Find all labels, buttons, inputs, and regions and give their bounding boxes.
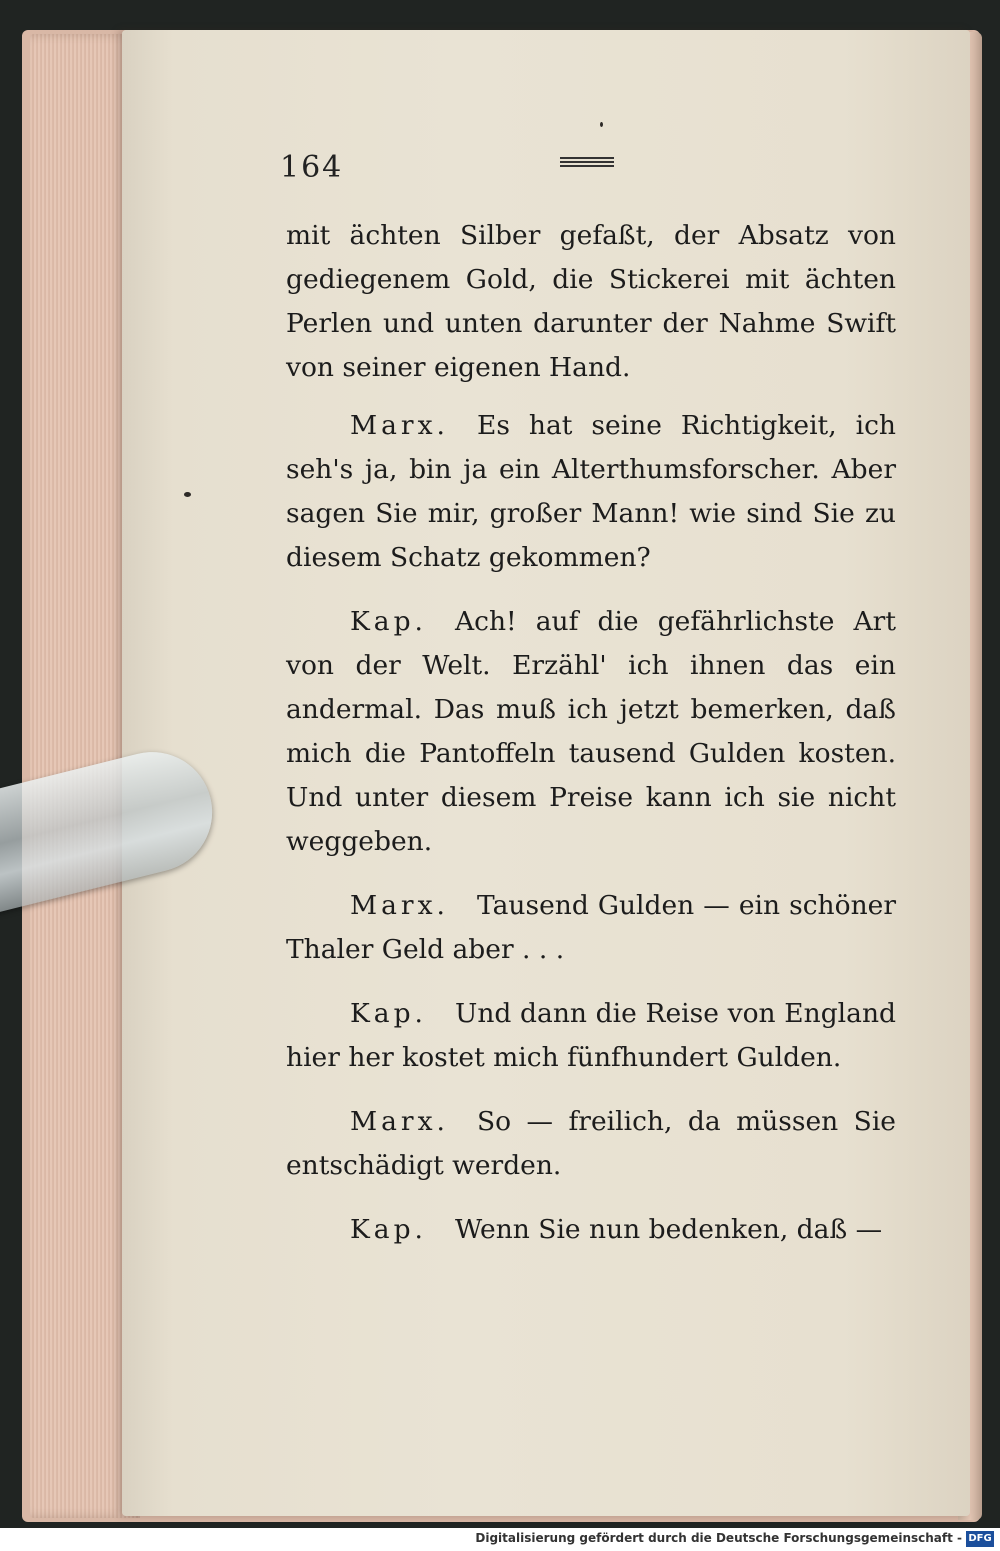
paragraph-text: So — freilich, da müssen Sie entschädigt werden. — [286, 1106, 896, 1181]
paragraph-1 — [286, 214, 896, 390]
speaker-name: Kap. — [350, 998, 427, 1029]
page-number: 164 — [280, 150, 344, 185]
text-body — [286, 214, 896, 1272]
paragraph-5 — [286, 992, 896, 1080]
speaker-name: Marx. — [350, 410, 449, 441]
paragraph-7 — [286, 1208, 896, 1252]
paragraph-text: Und dann die Reise von England hier her kostet mich fünfhundert Gulden. — [286, 998, 896, 1073]
paragraph-text: Ach! auf die gefährlichste Art von der Welt. Erzähl' ich ihnen das ein andermal. Das muß ich jetzt bemerken, daß mich die Pantoffeln tausend Gulden kosten. Und unter diesem Preise kann ich sie nicht weggeben. — [286, 606, 896, 857]
paragraph-text: mit ächten Silber gefaßt, der Absatz von gediegenem Gold, die Stickerei mit ächten Perlen und unten darunter der Nahme Swift von seiner eigenen Hand. — [286, 220, 896, 383]
footer-bar — [0, 1528, 1000, 1551]
paragraph-text: Wenn Sie nun bedenken, daß — — [454, 1214, 883, 1245]
speaker-name: Kap. — [350, 1214, 427, 1245]
paragraph-6 — [286, 1100, 896, 1188]
speaker-name: Marx. — [350, 1106, 449, 1137]
ink-speck — [184, 492, 191, 497]
paragraph-text: Tausend Gulden — ein schöner Thaler Geld aber . . . — [286, 890, 896, 965]
speaker-name: Kap. — [350, 606, 427, 637]
speaker-name: Marx. — [350, 890, 449, 921]
ink-speck — [600, 122, 603, 127]
header-ornament — [560, 155, 614, 169]
dfg-logo-icon: DFG — [966, 1531, 994, 1547]
funding-credit: Digitalisierung gefördert durch die Deutsche Forschungsgemeinschaft - — [475, 1531, 962, 1545]
paragraph-text: Es hat seine Richtigkeit, ich seh's ja, bin ja ein Alterthumsforscher. Aber sagen Sie mir, großer Mann! wie sind Sie zu diesem Schatz gekommen? — [286, 410, 896, 573]
paragraph-2 — [286, 404, 896, 580]
paragraph-3 — [286, 600, 896, 864]
paragraph-4 — [286, 884, 896, 972]
